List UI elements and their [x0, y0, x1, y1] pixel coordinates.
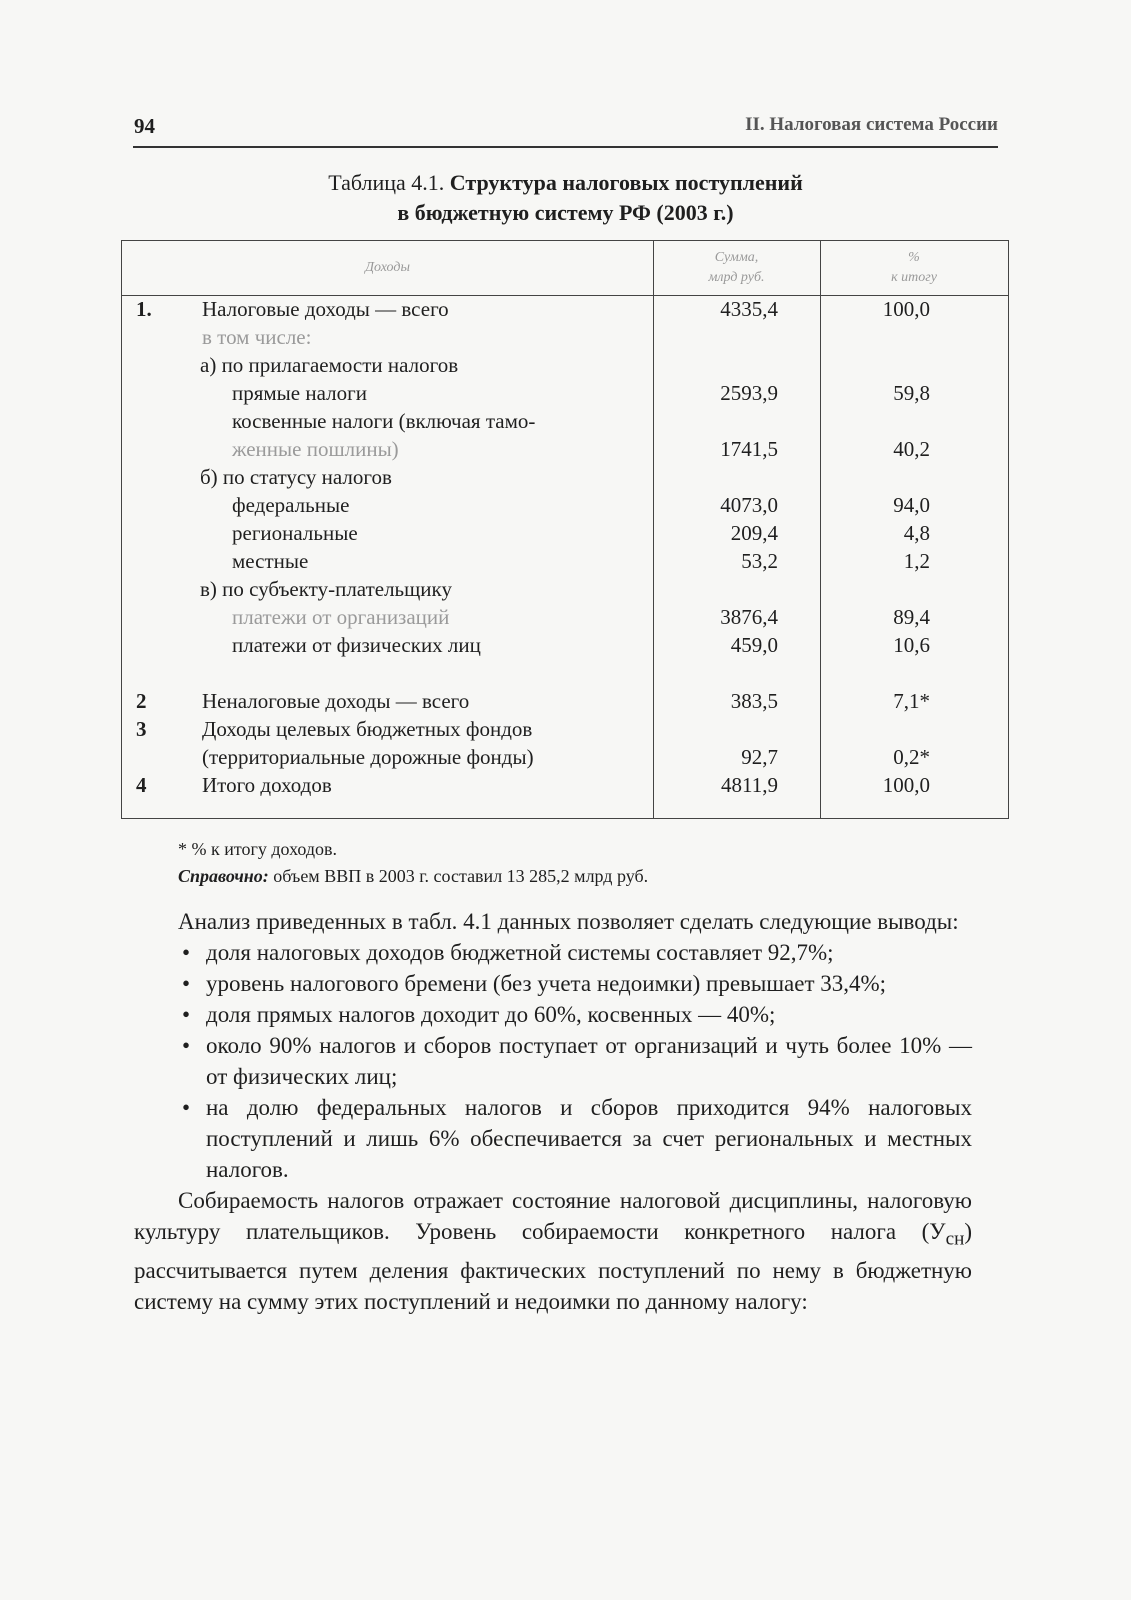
- table-row: [122, 379, 1008, 407]
- page-number: 94: [134, 114, 155, 138]
- caption-prefix: Таблица 4.1.: [328, 170, 445, 195]
- intro-paragraph: Анализ приведенных в табл. 4.1 данных позволяет сделать следующие выводы:: [178, 909, 959, 934]
- row-percent: 100,0: [882, 297, 930, 321]
- row-sum: 1741,5: [720, 437, 778, 461]
- table-row: [122, 295, 1008, 323]
- row-percent: 1,2: [903, 549, 930, 573]
- table-row: [122, 491, 1008, 519]
- row-label: женные пошлины): [232, 437, 399, 461]
- row-label: б) по статусу налогов: [200, 465, 392, 489]
- header-sum-line-2: млрд руб.: [708, 270, 765, 285]
- table-row: [122, 463, 1008, 491]
- income-table: [121, 240, 1009, 819]
- table-row: [122, 519, 1008, 547]
- row-label: региональные: [232, 521, 358, 545]
- header-sum-line-1: Сумма,: [714, 250, 759, 265]
- row-label: Неналоговые доходы — всего: [202, 689, 470, 713]
- row-sum: 53,2: [741, 549, 778, 573]
- list-item-text: около 90% налогов и сборов поступает от организаций и чуть более 10% — от физических лиц;: [206, 1033, 972, 1089]
- reference-note: [178, 863, 648, 890]
- list-item: [134, 1030, 972, 1092]
- row-label: Доходы целевых бюджетных фондов: [202, 717, 533, 741]
- list-item-text: доля прямых налогов доходит до 60%, косвенных — 40%;: [206, 1002, 776, 1027]
- row-sum: 2593,9: [720, 381, 778, 405]
- header-pct: [820, 241, 1008, 295]
- list-item-text: доля налоговых доходов бюджетной системы составляет 92,7%;: [206, 940, 834, 965]
- caption-line-2: [133, 198, 998, 228]
- header-pct-line-2: к итогу: [891, 270, 937, 285]
- list-item: [134, 968, 972, 999]
- row-label: Налоговые доходы — всего: [202, 297, 449, 321]
- footnote: * % к итогу доходов.: [178, 839, 338, 859]
- header-rule: [133, 146, 998, 148]
- subscript: сн: [945, 1228, 965, 1250]
- row-sum: 209,4: [730, 521, 778, 545]
- paragraph-start: Собираемость налогов отражает состояние налоговой дисциплины, налоговую культуру плательщиков. Уровень собираемости конкретного налога (У: [134, 1188, 972, 1244]
- row-label: прямые налоги: [232, 381, 367, 405]
- row-sum: 3876,4: [720, 605, 778, 629]
- table-row: [122, 547, 1008, 575]
- list-item: [134, 1092, 972, 1185]
- row-percent: 7,1*: [893, 689, 930, 713]
- table-notes: [178, 836, 648, 890]
- table-row: [122, 743, 1008, 771]
- row-percent: 59,8: [893, 381, 930, 405]
- table-row: [122, 575, 1008, 603]
- row-percent: 10,6: [893, 633, 930, 657]
- conclusions-list: [134, 937, 972, 1185]
- row-label: местные: [232, 549, 309, 573]
- row-percent: 4,8: [903, 521, 930, 545]
- row-percent: 89,4: [893, 605, 930, 629]
- list-item: [134, 999, 972, 1030]
- row-number: 3: [136, 717, 147, 741]
- row-sum: 92,7: [741, 745, 778, 769]
- list-item: [134, 937, 972, 968]
- list-item-text: уровень налогового бремени (без учета недоимки) превышает 33,4%;: [206, 971, 887, 996]
- row-sum: 459,0: [730, 633, 778, 657]
- row-label: платежи от организаций: [232, 605, 450, 629]
- row-label: платежи от физических лиц: [232, 633, 481, 657]
- header-income: [122, 241, 653, 295]
- row-label: (территориальные дорожные фонды): [202, 745, 534, 769]
- header-pct-line-1: %: [908, 250, 920, 265]
- body-text: [134, 906, 972, 1317]
- row-sum: 383,5: [730, 689, 778, 713]
- header-income-label: Доходы: [365, 260, 410, 275]
- row-number: 1.: [136, 297, 152, 321]
- table-row: [122, 771, 1008, 799]
- collectability-paragraph: [134, 1185, 972, 1317]
- caption-line-1: [133, 168, 998, 198]
- caption-title: Структура налоговых поступлений: [449, 170, 803, 195]
- reference-text: объем ВВП в 2003 г. составил 13 285,2 млрд руб.: [268, 866, 649, 886]
- row-sum: 4811,9: [721, 773, 778, 797]
- table-caption: [133, 168, 998, 228]
- row-label: Итого доходов: [202, 773, 332, 797]
- row-label: а) по прилагаемости налогов: [200, 353, 459, 377]
- table-row: [122, 631, 1008, 659]
- bullet-icon: •: [182, 1002, 191, 1027]
- row-percent: 40,2: [893, 437, 930, 461]
- row-percent: 94,0: [893, 493, 930, 517]
- row-percent: 0,2*: [893, 745, 930, 769]
- row-label: в том числе:: [202, 325, 312, 349]
- table-row: [122, 687, 1008, 715]
- table-row: [122, 351, 1008, 379]
- reference-label: Справочно:: [178, 866, 269, 886]
- list-item-text: на долю федеральных налогов и сборов приходится 94% налоговых поступлений и лишь 6% обеспечивается за счет региональных и местных налогов.: [206, 1095, 972, 1182]
- table-row: [122, 435, 1008, 463]
- bullet-icon: •: [182, 971, 191, 996]
- table-row: [122, 407, 1008, 435]
- row-sum: 4335,4: [720, 297, 778, 321]
- caption-title-cont: в бюджетную систему РФ (2003 г.): [397, 200, 734, 225]
- paragraph-end: ) рассчитывается путем деления фактических поступлений по нему в бюджетную систему на сумму этих поступлений и недоимки по данному налогу:: [134, 1219, 972, 1314]
- bullet-icon: •: [182, 1033, 191, 1058]
- row-number: 2: [136, 689, 147, 713]
- row-label: в) по субъекту-плательщику: [200, 577, 452, 601]
- table-row: [122, 603, 1008, 631]
- bullet-icon: •: [182, 940, 191, 965]
- row-number: 4: [136, 773, 147, 797]
- header-sum: [653, 241, 820, 295]
- table-row: [122, 323, 1008, 351]
- running-head: II. Налоговая система России: [745, 114, 998, 135]
- row-sum: 4073,0: [720, 493, 778, 517]
- row-percent: 100,0: [882, 773, 930, 797]
- table-row: [122, 715, 1008, 743]
- row-label: косвенные налоги (включая тамо-: [232, 409, 536, 433]
- row-label: федеральные: [232, 493, 350, 517]
- bullet-icon: •: [182, 1095, 191, 1120]
